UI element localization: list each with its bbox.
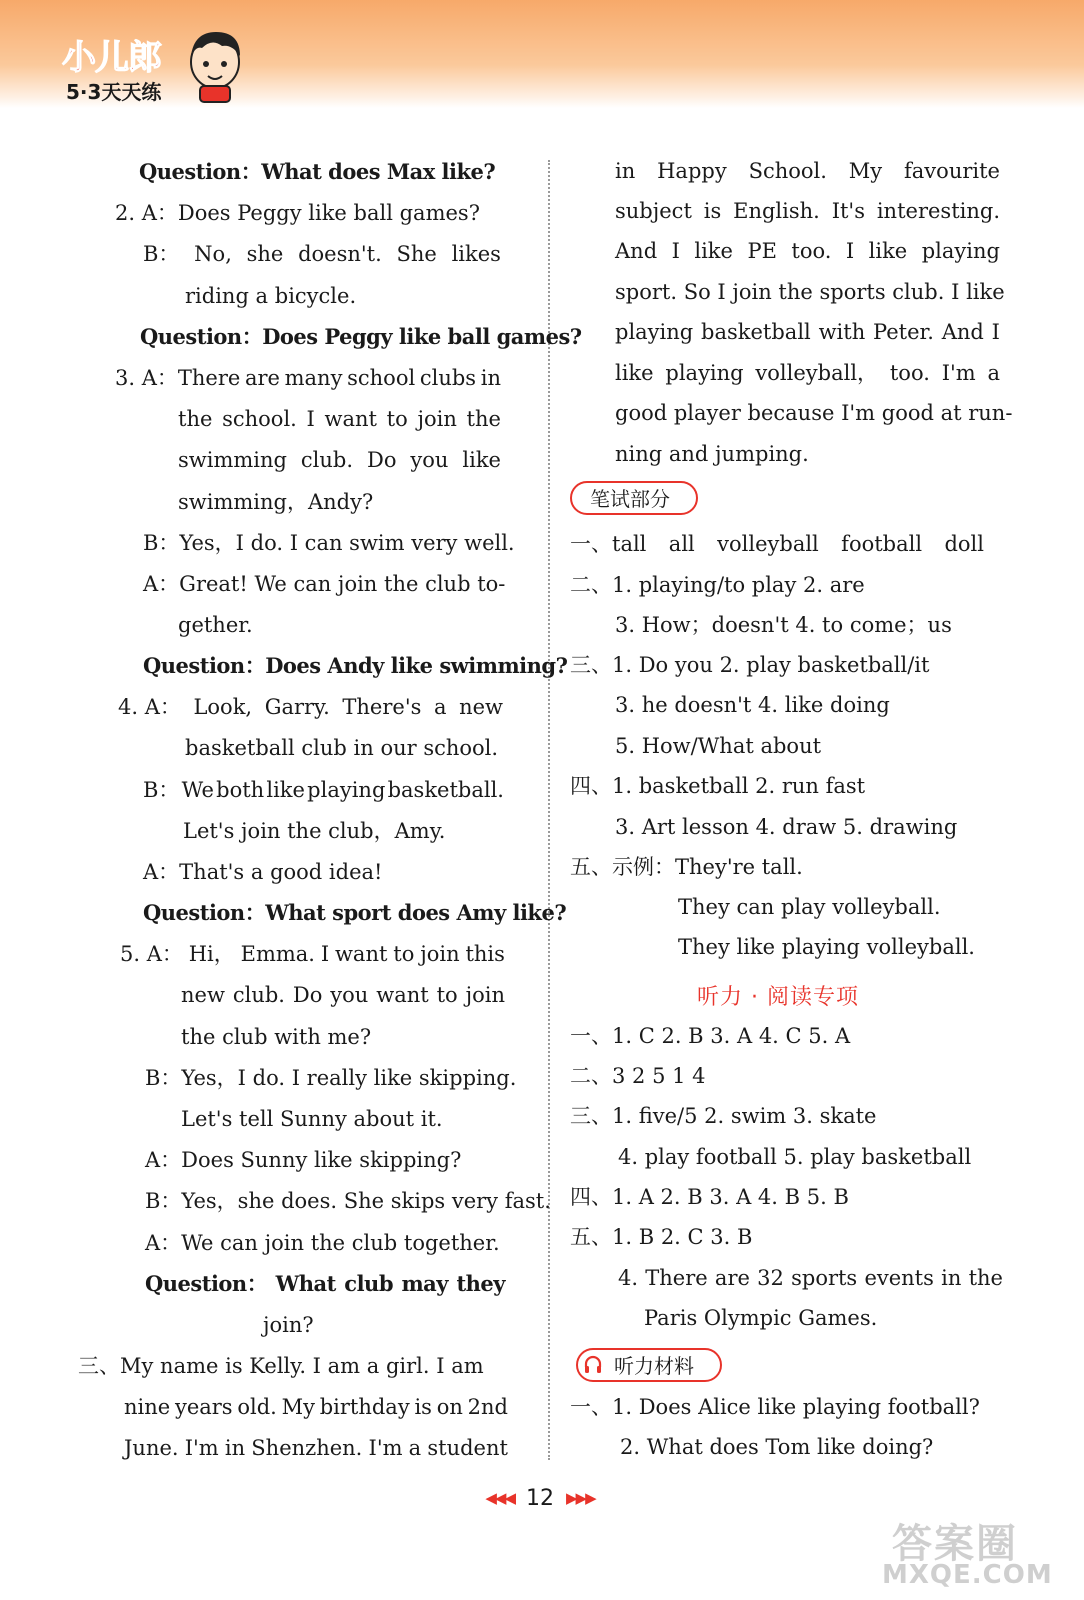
text-chunk: is bbox=[703, 199, 722, 223]
text-chunk: volleyball， bbox=[755, 361, 879, 385]
section-tag-label: 笔试部分 bbox=[590, 487, 670, 511]
text-chunk: like bbox=[462, 448, 501, 472]
text-chunk: B：Yes，I do. I can swim very well. bbox=[143, 531, 515, 555]
text-chunk: gether. bbox=[178, 613, 253, 637]
text-line bbox=[615, 812, 957, 842]
text-chunk: join bbox=[465, 983, 505, 1007]
text-line bbox=[143, 528, 515, 558]
section-tag-label: 听力材料 bbox=[614, 1354, 694, 1378]
text-chunk: 三、1. Do you 2. play basketball/it bbox=[570, 653, 930, 677]
text-chunk: playing bbox=[615, 320, 694, 344]
text-chunk: riding a bicycle. bbox=[185, 284, 357, 308]
text-chunk: basketball bbox=[701, 320, 811, 344]
text-line bbox=[644, 1303, 877, 1333]
text-chunk: like bbox=[868, 239, 908, 263]
text-chunk: in bbox=[480, 366, 501, 390]
mascot-boy-icon bbox=[182, 26, 248, 104]
text-chunk: Do bbox=[366, 448, 397, 472]
text-line bbox=[115, 198, 480, 228]
text-chunk: 一、1. C 2. B 3. A 4. C 5. A bbox=[570, 1024, 851, 1048]
text-chunk: join bbox=[417, 407, 457, 431]
text-chunk: like bbox=[266, 778, 305, 802]
text-chunk: the bbox=[968, 1266, 1003, 1290]
text-chunk: the bbox=[466, 407, 501, 431]
text-line bbox=[615, 610, 952, 640]
text-line bbox=[570, 1222, 752, 1252]
text-chunk: clubs bbox=[419, 366, 477, 390]
text-chunk: sport. So I join the sports club. I like bbox=[615, 280, 1005, 304]
text-line bbox=[143, 651, 567, 681]
text-line bbox=[615, 358, 1000, 388]
section-tag-listening-material bbox=[576, 1348, 722, 1382]
text-chunk: events bbox=[864, 1266, 934, 1290]
text-chunk: too. bbox=[791, 239, 832, 263]
text-chunk: like bbox=[615, 361, 654, 385]
text-chunk: B：Yes，I do. I really like skipping. bbox=[145, 1066, 517, 1090]
text-chunk: the club with me? bbox=[181, 1025, 372, 1049]
text-chunk: may bbox=[401, 1271, 448, 1296]
text-line bbox=[181, 1022, 371, 1052]
text-chunk: 二、3 2 5 1 4 bbox=[570, 1064, 706, 1088]
text-chunk: too. bbox=[889, 361, 930, 385]
page-footer bbox=[440, 1480, 640, 1516]
brand-logo bbox=[62, 26, 252, 108]
text-line bbox=[615, 236, 1000, 266]
page-number: 12 bbox=[526, 1485, 554, 1511]
watermark bbox=[872, 1512, 1072, 1592]
text-chunk: 2. A：Does Peggy like ball games? bbox=[115, 201, 480, 225]
next-arrows-icon: ▶▶▶ bbox=[566, 1489, 595, 1507]
text-line bbox=[181, 980, 505, 1010]
brand-subtitle: 5·3天天练 bbox=[66, 80, 162, 104]
text-line bbox=[263, 1310, 314, 1340]
text-chunk: 二、1. playing/to play 2. are bbox=[570, 573, 865, 597]
text-chunk: swimming bbox=[178, 448, 287, 472]
headphones-icon bbox=[584, 1355, 602, 1375]
text-chunk: likes bbox=[451, 242, 501, 266]
text-chunk: Question：Does Peggy like ball games? bbox=[140, 324, 582, 349]
text-chunk: I bbox=[991, 320, 1000, 344]
text-chunk: I'm bbox=[184, 1436, 219, 1460]
text-line bbox=[145, 1063, 516, 1093]
text-line bbox=[143, 775, 504, 805]
text-chunk: want bbox=[334, 942, 388, 966]
text-chunk: 三、1. five/5 2. swim 3. skate bbox=[570, 1104, 877, 1128]
text-chunk: subject bbox=[615, 199, 692, 223]
text-chunk: new bbox=[181, 983, 225, 1007]
text-line bbox=[143, 569, 505, 599]
text-chunk: birthday bbox=[319, 1395, 410, 1419]
text-line bbox=[78, 1351, 484, 1381]
text-chunk: doll bbox=[944, 532, 984, 556]
text-line bbox=[139, 157, 495, 187]
text-chunk: 3. he doesn't 4. like doing bbox=[615, 693, 890, 717]
text-chunk: 一、1. Does Alice like playing football? bbox=[570, 1395, 980, 1419]
text-line bbox=[570, 1392, 980, 1422]
text-chunk: Peter. bbox=[873, 320, 934, 344]
text-line bbox=[181, 1104, 443, 1134]
text-chunk: a bbox=[408, 1436, 422, 1460]
text-chunk: doesn't. bbox=[298, 242, 382, 266]
text-chunk: Look, bbox=[193, 695, 253, 719]
text-chunk: the bbox=[178, 407, 213, 431]
text-chunk: want bbox=[324, 407, 377, 431]
text-line bbox=[145, 1186, 551, 1216]
text-chunk: to bbox=[436, 983, 458, 1007]
text-chunk: basketball club in our school. bbox=[185, 736, 499, 760]
text-chunk: to bbox=[393, 942, 415, 966]
text-chunk: 一、tall bbox=[570, 532, 647, 556]
text-line bbox=[570, 529, 984, 559]
text-line bbox=[178, 445, 501, 475]
text-chunk: Garry. bbox=[264, 695, 330, 719]
text-chunk: playing bbox=[921, 239, 1000, 263]
text-chunk: 五、1. B 2. C 3. B bbox=[570, 1225, 753, 1249]
text-line bbox=[678, 932, 975, 962]
text-chunk: I bbox=[671, 239, 680, 263]
text-line bbox=[124, 1392, 508, 1422]
text-chunk: I bbox=[306, 407, 315, 431]
text-chunk: join? bbox=[263, 1313, 314, 1337]
text-chunk: I bbox=[845, 239, 855, 263]
text-chunk: nine bbox=[124, 1395, 171, 1419]
text-line bbox=[615, 196, 1000, 226]
text-chunk: And bbox=[941, 320, 984, 344]
text-line bbox=[618, 1142, 971, 1172]
text-chunk: all bbox=[668, 532, 695, 556]
text-line bbox=[178, 610, 253, 640]
text-chunk: many bbox=[284, 366, 343, 390]
text-line bbox=[615, 398, 1012, 428]
text-line bbox=[120, 939, 505, 969]
text-chunk: A：Great! We can join the club to- bbox=[143, 572, 506, 596]
text-chunk: Hi， bbox=[188, 942, 235, 966]
text-chunk: swimming，Andy? bbox=[178, 490, 374, 514]
text-chunk: you bbox=[410, 448, 449, 472]
text-line bbox=[570, 852, 803, 882]
text-chunk: playing bbox=[665, 361, 744, 385]
text-chunk: Happy bbox=[657, 159, 727, 183]
text-chunk: B： bbox=[143, 778, 180, 802]
text-line bbox=[618, 1263, 1003, 1293]
text-chunk: 4. bbox=[618, 1266, 639, 1290]
text-chunk: She bbox=[396, 242, 437, 266]
section-title-listening-reading: 听力 · 阅读专项 bbox=[697, 985, 859, 1010]
text-chunk: to bbox=[386, 407, 408, 431]
text-chunk: football bbox=[841, 532, 923, 556]
text-chunk: 3. A：There bbox=[115, 366, 241, 390]
text-chunk: Shenzhen. bbox=[251, 1436, 363, 1460]
text-line bbox=[570, 650, 929, 680]
brand-title: 小儿郎 bbox=[62, 38, 161, 78]
text-line bbox=[115, 363, 501, 393]
text-chunk: A：We can join the club together. bbox=[145, 1231, 500, 1255]
prev-arrows-icon: ◀◀◀ bbox=[485, 1489, 514, 1507]
text-chunk: good player because I'm good at run- bbox=[615, 401, 1013, 425]
text-chunk: with bbox=[818, 320, 866, 344]
text-chunk: 3. How；doesn't 4. to come；us bbox=[615, 613, 952, 637]
text-line bbox=[615, 439, 809, 469]
text-line bbox=[183, 816, 445, 846]
text-chunk: sports bbox=[791, 1266, 858, 1290]
text-chunk: 五、示例：They're tall. bbox=[570, 855, 803, 879]
text-line bbox=[570, 1101, 877, 1131]
text-line bbox=[185, 281, 356, 311]
text-chunk: 四、1. A 2. B 3. A 4. B 5. B bbox=[570, 1185, 849, 1209]
text-line bbox=[570, 570, 865, 600]
text-line bbox=[570, 1182, 849, 1212]
watermark-url: MXQE.COM bbox=[882, 1560, 1053, 1590]
text-chunk: years bbox=[174, 1395, 233, 1419]
text-chunk: 2nd bbox=[467, 1395, 508, 1419]
text-chunk: English. bbox=[733, 199, 820, 223]
text-line bbox=[615, 731, 821, 761]
text-chunk: new bbox=[459, 695, 503, 719]
text-chunk: Question：Does Andy like swimming? bbox=[143, 653, 568, 678]
text-chunk: a bbox=[433, 695, 447, 719]
text-chunk: And bbox=[615, 239, 658, 263]
text-line bbox=[615, 317, 1000, 347]
text-chunk: B： bbox=[143, 242, 180, 266]
text-line bbox=[145, 1145, 461, 1175]
text-line bbox=[124, 1433, 508, 1463]
text-line bbox=[570, 1061, 706, 1091]
text-chunk: Paris Olympic Games. bbox=[644, 1306, 878, 1330]
text-chunk: Let's join the club，Amy. bbox=[183, 819, 446, 843]
text-line bbox=[118, 692, 503, 722]
text-chunk: Let's tell Sunny about it. bbox=[181, 1107, 443, 1131]
text-chunk: club. bbox=[300, 448, 354, 472]
text-chunk: 4. A： bbox=[118, 695, 181, 719]
text-chunk: My bbox=[848, 159, 883, 183]
text-chunk: 3. Art lesson 4. draw 5. drawing bbox=[615, 815, 958, 839]
text-chunk: playing bbox=[307, 778, 386, 802]
text-chunk: 5. A： bbox=[120, 942, 183, 966]
text-chunk: on bbox=[436, 1395, 463, 1419]
text-chunk: is bbox=[414, 1395, 432, 1419]
text-line bbox=[620, 1432, 933, 1462]
text-chunk: 5. How/What about bbox=[615, 734, 822, 758]
text-chunk: June. bbox=[124, 1436, 179, 1460]
text-chunk: I'm bbox=[941, 361, 976, 385]
text-chunk: A：Does Sunny like skipping? bbox=[145, 1148, 462, 1172]
watermark-title: 答案圈 bbox=[892, 1521, 1018, 1567]
text-chunk: they bbox=[456, 1271, 505, 1296]
text-chunk: It's bbox=[831, 199, 865, 223]
text-chunk: Question：What does Max like? bbox=[139, 159, 496, 184]
text-chunk: like bbox=[694, 239, 733, 263]
text-chunk: in bbox=[615, 159, 636, 183]
text-chunk: in bbox=[941, 1266, 962, 1290]
text-chunk: 4. play football 5. play basketball bbox=[618, 1145, 972, 1169]
text-line bbox=[678, 892, 941, 922]
text-chunk: ning and jumping. bbox=[615, 442, 809, 466]
text-chunk: Emma. bbox=[240, 942, 315, 966]
text-chunk: A：That's a good idea! bbox=[143, 860, 383, 884]
text-chunk: Do bbox=[292, 983, 323, 1007]
text-chunk: I'm bbox=[368, 1436, 403, 1460]
text-line bbox=[570, 1021, 850, 1051]
text-chunk: student bbox=[427, 1436, 508, 1460]
text-chunk: favourite bbox=[904, 159, 1000, 183]
text-chunk: 四、1. basketball 2. run fast bbox=[570, 774, 866, 798]
text-chunk: old. bbox=[237, 1395, 277, 1419]
text-chunk: volleyball bbox=[717, 532, 819, 556]
column-divider bbox=[548, 160, 550, 1460]
text-chunk: 2. What does Tom like doing? bbox=[620, 1435, 934, 1459]
text-line bbox=[570, 771, 865, 801]
text-line bbox=[143, 239, 501, 269]
text-chunk: Question：What sport does Amy like? bbox=[143, 900, 567, 925]
text-chunk: There's bbox=[342, 695, 422, 719]
text-line bbox=[615, 156, 1000, 186]
text-chunk: are bbox=[244, 366, 280, 390]
text-chunk: interesting. bbox=[876, 199, 1000, 223]
text-line bbox=[145, 1228, 500, 1258]
text-line bbox=[140, 322, 582, 352]
text-chunk: They can play volleyball. bbox=[678, 895, 941, 919]
text-chunk: What bbox=[275, 1271, 336, 1296]
section-tag-written bbox=[570, 481, 698, 515]
text-chunk: a bbox=[987, 361, 1000, 385]
text-chunk: this bbox=[465, 942, 505, 966]
text-line bbox=[143, 898, 566, 928]
text-chunk: in bbox=[224, 1436, 246, 1460]
text-line bbox=[615, 277, 1005, 307]
text-chunk: I bbox=[320, 942, 330, 966]
text-chunk: PE bbox=[747, 239, 777, 263]
text-line bbox=[615, 690, 890, 720]
text-chunk: No, bbox=[194, 242, 232, 266]
text-chunk: Question： bbox=[145, 1271, 268, 1296]
text-chunk: B：Yes，she does. She skips very fast. bbox=[145, 1189, 551, 1213]
text-chunk: club. bbox=[232, 983, 285, 1007]
text-chunk: school. bbox=[222, 407, 297, 431]
text-chunk: 三、My name is Kelly. I am a girl. I am bbox=[78, 1354, 484, 1378]
text-chunk: are bbox=[714, 1266, 750, 1290]
text-chunk: 32 bbox=[757, 1266, 784, 1290]
text-chunk: both bbox=[216, 778, 265, 802]
text-line bbox=[143, 857, 382, 887]
text-chunk: club bbox=[344, 1271, 393, 1296]
text-chunk: she bbox=[246, 242, 284, 266]
text-line bbox=[178, 404, 501, 434]
text-chunk: My bbox=[281, 1395, 315, 1419]
text-chunk: School. bbox=[748, 159, 827, 183]
text-chunk: you bbox=[330, 983, 369, 1007]
text-chunk: They like playing volleyball. bbox=[678, 935, 975, 959]
text-line bbox=[178, 487, 373, 517]
text-chunk: school bbox=[347, 366, 416, 390]
text-chunk: want bbox=[376, 983, 429, 1007]
text-chunk: We bbox=[181, 778, 214, 802]
text-chunk: There bbox=[645, 1266, 708, 1290]
text-line bbox=[185, 733, 498, 763]
text-chunk: join bbox=[420, 942, 460, 966]
text-line bbox=[145, 1269, 505, 1299]
text-chunk: basketball. bbox=[387, 778, 504, 802]
